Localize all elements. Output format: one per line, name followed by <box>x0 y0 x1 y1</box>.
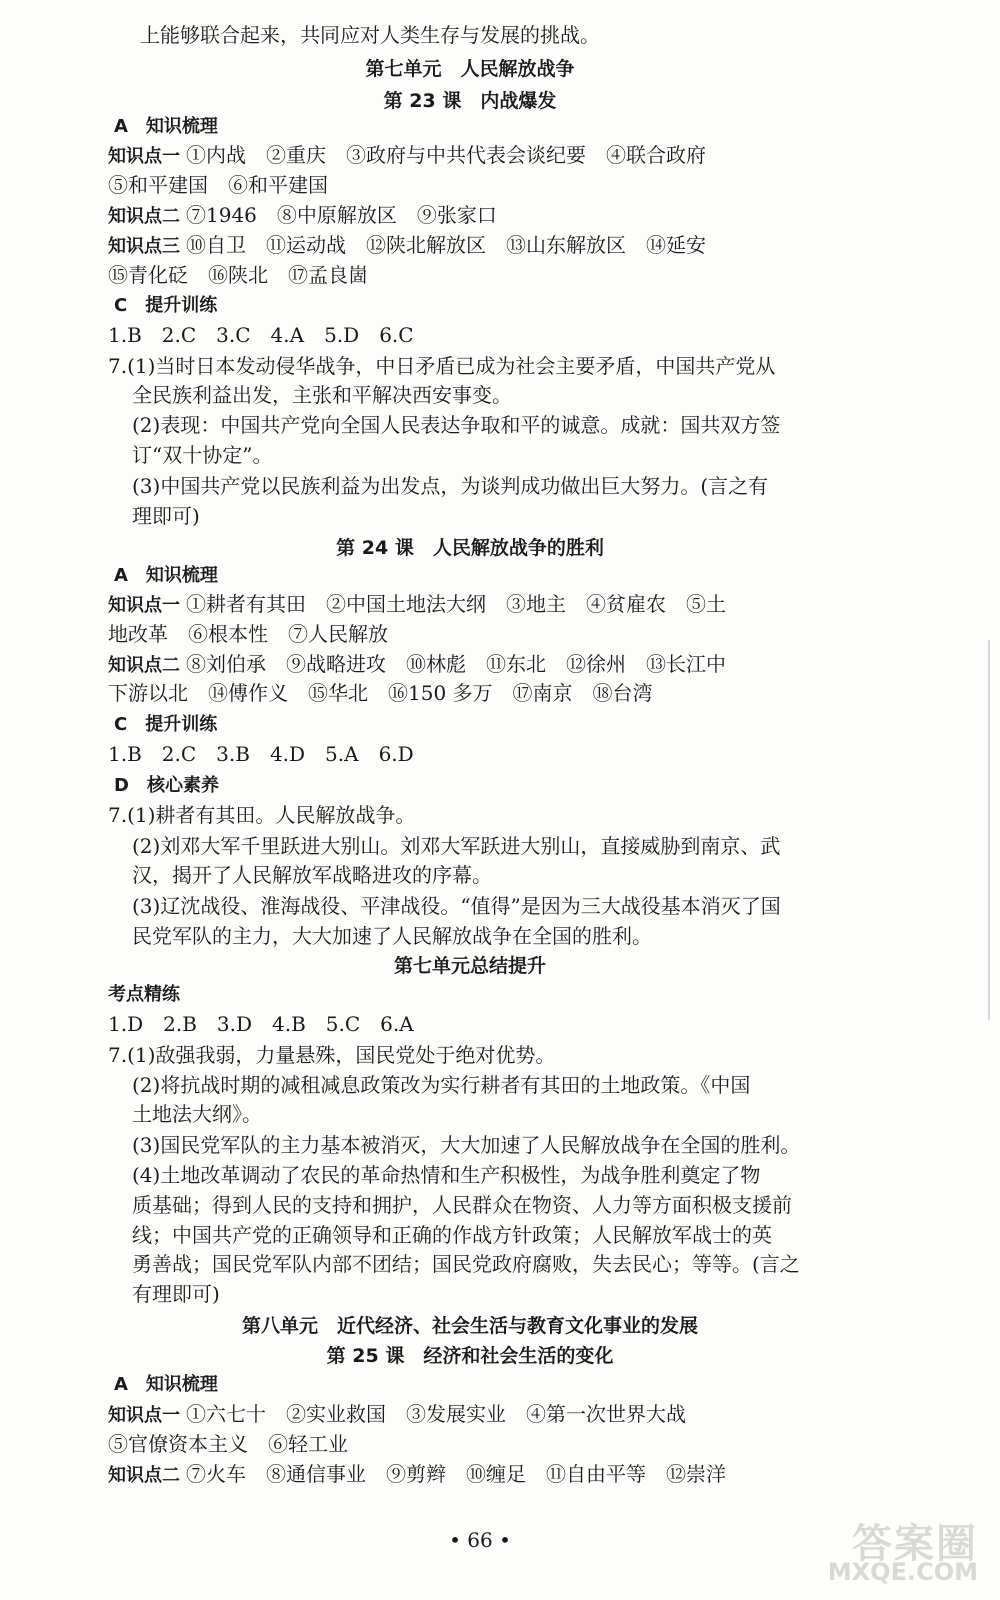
knowledge-point-line <box>108 649 726 681</box>
watermark-logo <box>812 1512 982 1592</box>
heading: 第 25 课 经济和社会生活的变化 <box>326 1345 614 1367</box>
knowledge-point-label: 知识点一 <box>108 595 180 616</box>
section-heading: 考点精练 <box>108 984 180 1005</box>
section-heading: A 知识梳理 <box>114 116 218 137</box>
knowledge-point-line <box>108 589 726 621</box>
watermark-text-en: MXQE.COM <box>827 1558 978 1586</box>
knowledge-point-label: 知识点一 <box>108 146 180 167</box>
text-line: 订“双十协定”。 <box>132 443 273 467</box>
heading: 第 23 课 内战爆发 <box>383 90 557 112</box>
text-line: ⑮青化砭 ⑯陕北 ⑰孟良崮 <box>108 263 368 287</box>
heading: 第七单元 人民解放战争 <box>365 58 575 80</box>
knowledge-point-line <box>108 140 706 172</box>
knowledge-point-line <box>108 200 497 232</box>
text-line: 土地法大纲》。 <box>132 1102 262 1126</box>
text-line: 地改革 ⑥根本性 ⑦人民解放 <box>108 622 388 646</box>
text-line: 质基础；得到人民的支持和拥护，人民群众在物资、人力等方面积极支援前 <box>132 1193 792 1217</box>
section-heading: C 提升训练 <box>114 295 218 316</box>
text-line: (2)刘邓大军千里跃进大别山。刘邓大军跃进大别山，直接威胁到南京、武 <box>132 834 781 858</box>
text-line: (3)国民党军队的主力基本被消灭，大大加速了人民解放战争在全国的胜利。 <box>132 1133 801 1157</box>
knowledge-point-line <box>108 230 706 262</box>
text-line: 全民族利益出发，主张和平解决西安事变。 <box>132 383 512 407</box>
heading: 第七单元总结提升 <box>393 955 546 977</box>
knowledge-point-line <box>108 1459 726 1491</box>
answer-line: 1.D 2.B 3.D 4.B 5.C 6.A <box>108 1012 414 1036</box>
text-line: ⑤和平建国 ⑥和平建国 <box>108 173 328 197</box>
page-number: • 66 • <box>449 1528 511 1552</box>
knowledge-point-answers: ⑧刘伯承 ⑨战略进攻 ⑩林彪 ⑪东北 ⑫徐州 ⑬长江中 <box>186 652 726 676</box>
text-line: 理即可) <box>132 504 200 528</box>
answer-line: 7.(1)当时日本发动侵华战争，中日矛盾已成为社会主要矛盾，中国共产党从 <box>108 354 776 378</box>
heading: 第八单元 近代经济、社会生活与教育文化事业的发展 <box>241 1315 698 1337</box>
text-line: 勇善战；国民党军队内部不团结；国民党政府腐败，失去民心；等等。(言之 <box>132 1252 800 1276</box>
text-line: 线；中国共产党的正确领导和正确的作战方针政策；人民解放军战士的英 <box>132 1223 772 1247</box>
section-heading: C 提升训练 <box>114 714 218 735</box>
knowledge-point-answers: ①耕者有其田 ②中国土地法大纲 ③地主 ④贫雇农 ⑤土 <box>186 592 726 616</box>
answer-line: 7.(1)耕者有其田。人民解放战争。 <box>108 803 416 827</box>
text-line: (2)将抗战时期的减租减息政策改为实行耕者有其田的土地政策。《中国 <box>132 1073 751 1097</box>
text-line: ⑤官僚资本主义 ⑥轻工业 <box>108 1432 348 1456</box>
knowledge-point-line <box>108 1399 686 1431</box>
section-heading: A 知识梳理 <box>114 565 218 586</box>
knowledge-point-label: 知识点二 <box>108 655 180 676</box>
text-line: (2)表现：中国共产党向全国人民表达争取和平的诚意。成就：国共双方签 <box>132 413 781 437</box>
text-line: 汉，揭开了人民解放军战略进攻的序幕。 <box>132 863 492 887</box>
knowledge-point-answers: ⑦1946 ⑧中原解放区 ⑨张家口 <box>186 203 497 227</box>
text-line: (4)土地改革调动了农民的革命热情和生产积极性，为战争胜利奠定了物 <box>132 1163 761 1187</box>
section-heading: D 核心素养 <box>114 775 219 796</box>
text-line: 下游以北 ⑭傅作义 ⑮华北 ⑯150 多万 ⑰南京 ⑱台湾 <box>108 681 653 705</box>
watermark-text-cn: 答案圈 <box>852 1521 978 1567</box>
binding-shadow <box>988 640 990 1020</box>
text-line: (3)辽沈战役、淮海战役、平津战役。“值得”是因为三大战役基本消灭了国 <box>132 894 781 918</box>
knowledge-point-answers: ⑦火车 ⑧通信事业 ⑨剪辫 ⑩缠足 ⑪自由平等 ⑫崇洋 <box>186 1462 726 1486</box>
text-line: 民党军队的主力，大大加速了人民解放战争在全国的胜利。 <box>132 924 652 948</box>
heading: 第 24 课 人民解放战争的胜利 <box>336 537 604 559</box>
knowledge-point-answers: ①内战 ②重庆 ③政府与中共代表会谈纪要 ④联合政府 <box>186 143 706 167</box>
knowledge-point-label: 知识点三 <box>108 236 180 257</box>
knowledge-point-label: 知识点一 <box>108 1405 180 1426</box>
text-line: (3)中国共产党以民族利益为出发点，为谈判成功做出巨大努力。(言之有 <box>132 474 769 498</box>
answer-line: 1.B 2.C 3.B 4.D 5.A 6.D <box>108 742 414 766</box>
knowledge-point-answers: ⑩自卫 ⑪运动战 ⑫陕北解放区 ⑬山东解放区 ⑭延安 <box>186 233 706 257</box>
answer-line: 1.B 2.C 3.C 4.A 5.D 6.C <box>108 323 414 347</box>
knowledge-point-label: 知识点二 <box>108 206 180 227</box>
text-line: 上能够联合起来，共同应对人类生存与发展的挑战。 <box>140 23 600 47</box>
answer-line: 7.(1)敌强我弱，力量悬殊，国民党处于绝对优势。 <box>108 1043 556 1067</box>
text-line: 有理即可) <box>132 1282 220 1306</box>
section-heading: A 知识梳理 <box>114 1374 218 1395</box>
knowledge-point-answers: ①六七十 ②实业救国 ③发展实业 ④第一次世界大战 <box>186 1402 686 1426</box>
knowledge-point-label: 知识点二 <box>108 1465 180 1486</box>
